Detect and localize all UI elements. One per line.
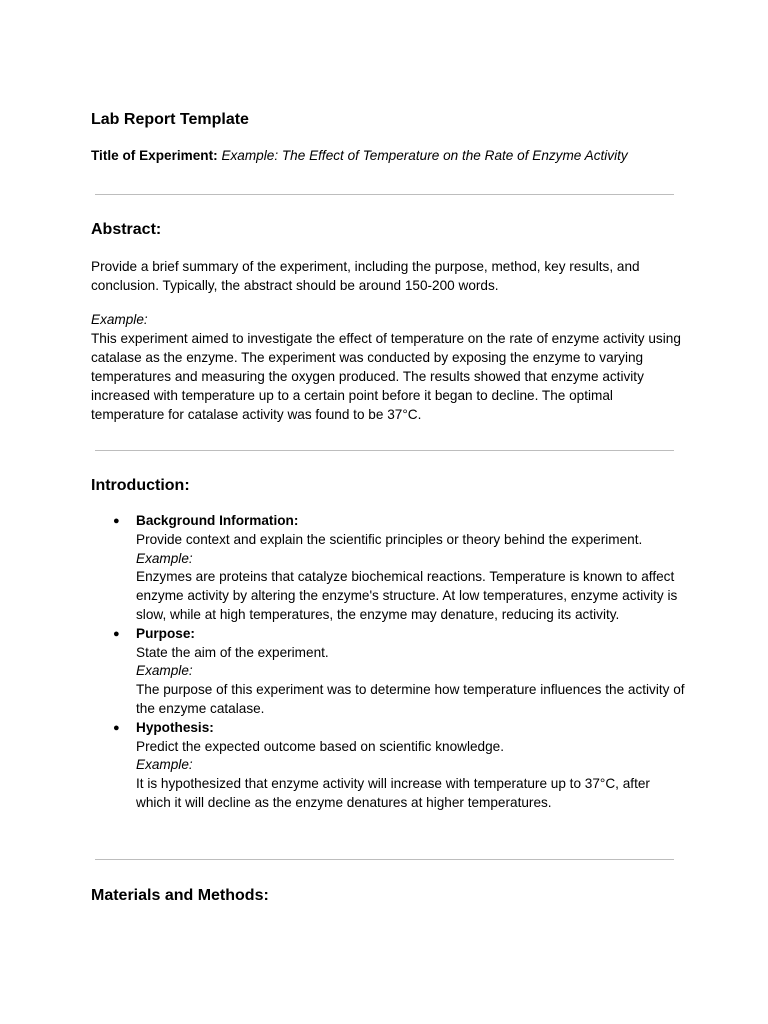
bullet-icon: ●: [113, 721, 120, 734]
section-divider: [95, 194, 674, 195]
section-divider: [95, 859, 674, 860]
abstract-example-text: This experiment aimed to investigate the effect of temperature on the rate of enzyme activity using catalase as the enzyme. The experiment was conducted by exposing the enzyme to varying temperatures and measuring the oxygen produced. The results showed that enzyme activity increased with temperature up to a certain point before it began to decline. The optimal temperature for catalase activity was found to be 37°C.: [91, 331, 681, 422]
list-item-example-text: It is hypothesized that enzyme activity will increase with temperature up to 37°C, after which it will decline as the enzyme denatures at higher temperatures.: [136, 776, 650, 810]
section-divider: [95, 450, 674, 451]
list-item-example-label: Example:: [136, 550, 193, 566]
introduction-list: [113, 512, 686, 813]
bullet-icon: ●: [113, 515, 120, 527]
bullet-icon: ●: [113, 627, 120, 640]
experiment-title-label: Title of Experiment:: [91, 148, 218, 163]
document-title: Lab Report Template: [91, 111, 249, 128]
materials-methods-heading: Materials and Methods:: [91, 887, 269, 904]
abstract-example-label: Example:: [91, 312, 148, 327]
list-item-title: Hypothesis:: [136, 719, 214, 735]
list-item-title: Background Information:: [136, 513, 299, 528]
list-item-hypothesis: [113, 719, 686, 813]
experiment-title-value: Example: The Effect of Temperature on the Rate of Enzyme Activity: [221, 148, 628, 163]
list-item-example-text: Enzymes are proteins that catalyze biochemical reactions. Temperature is known to affect enzyme activity by altering the enzyme's structure. At low temperatures, enzyme activity is slow, while at high temperatures, the enzyme may denature, reducing its activity.: [136, 569, 678, 622]
list-item-title: Purpose:: [136, 625, 195, 641]
list-item-instructions: Predict the expected outcome based on scientific knowledge.: [136, 738, 505, 754]
abstract-heading: Abstract:: [91, 221, 162, 238]
introduction-heading: Introduction:: [91, 477, 190, 494]
list-item-example-label: Example:: [136, 663, 193, 679]
list-item-purpose: [113, 625, 686, 719]
experiment-title-line: [91, 147, 628, 165]
list-item-instructions: Provide context and explain the scientific principles or theory behind the experiment.: [136, 531, 643, 547]
list-item-background: [113, 512, 686, 625]
abstract-instructions: Provide a brief summary of the experiment, including the purpose, method, key results, and conclusion. Typically, the abstract should be around 150-200 words.: [91, 259, 640, 293]
abstract-example: [91, 310, 681, 424]
list-item-instructions: State the aim of the experiment.: [136, 644, 329, 660]
list-item-example-text: The purpose of this experiment was to determine how temperature influences the activity of the enzyme catalase.: [136, 682, 685, 716]
list-item-example-label: Example:: [136, 757, 193, 773]
